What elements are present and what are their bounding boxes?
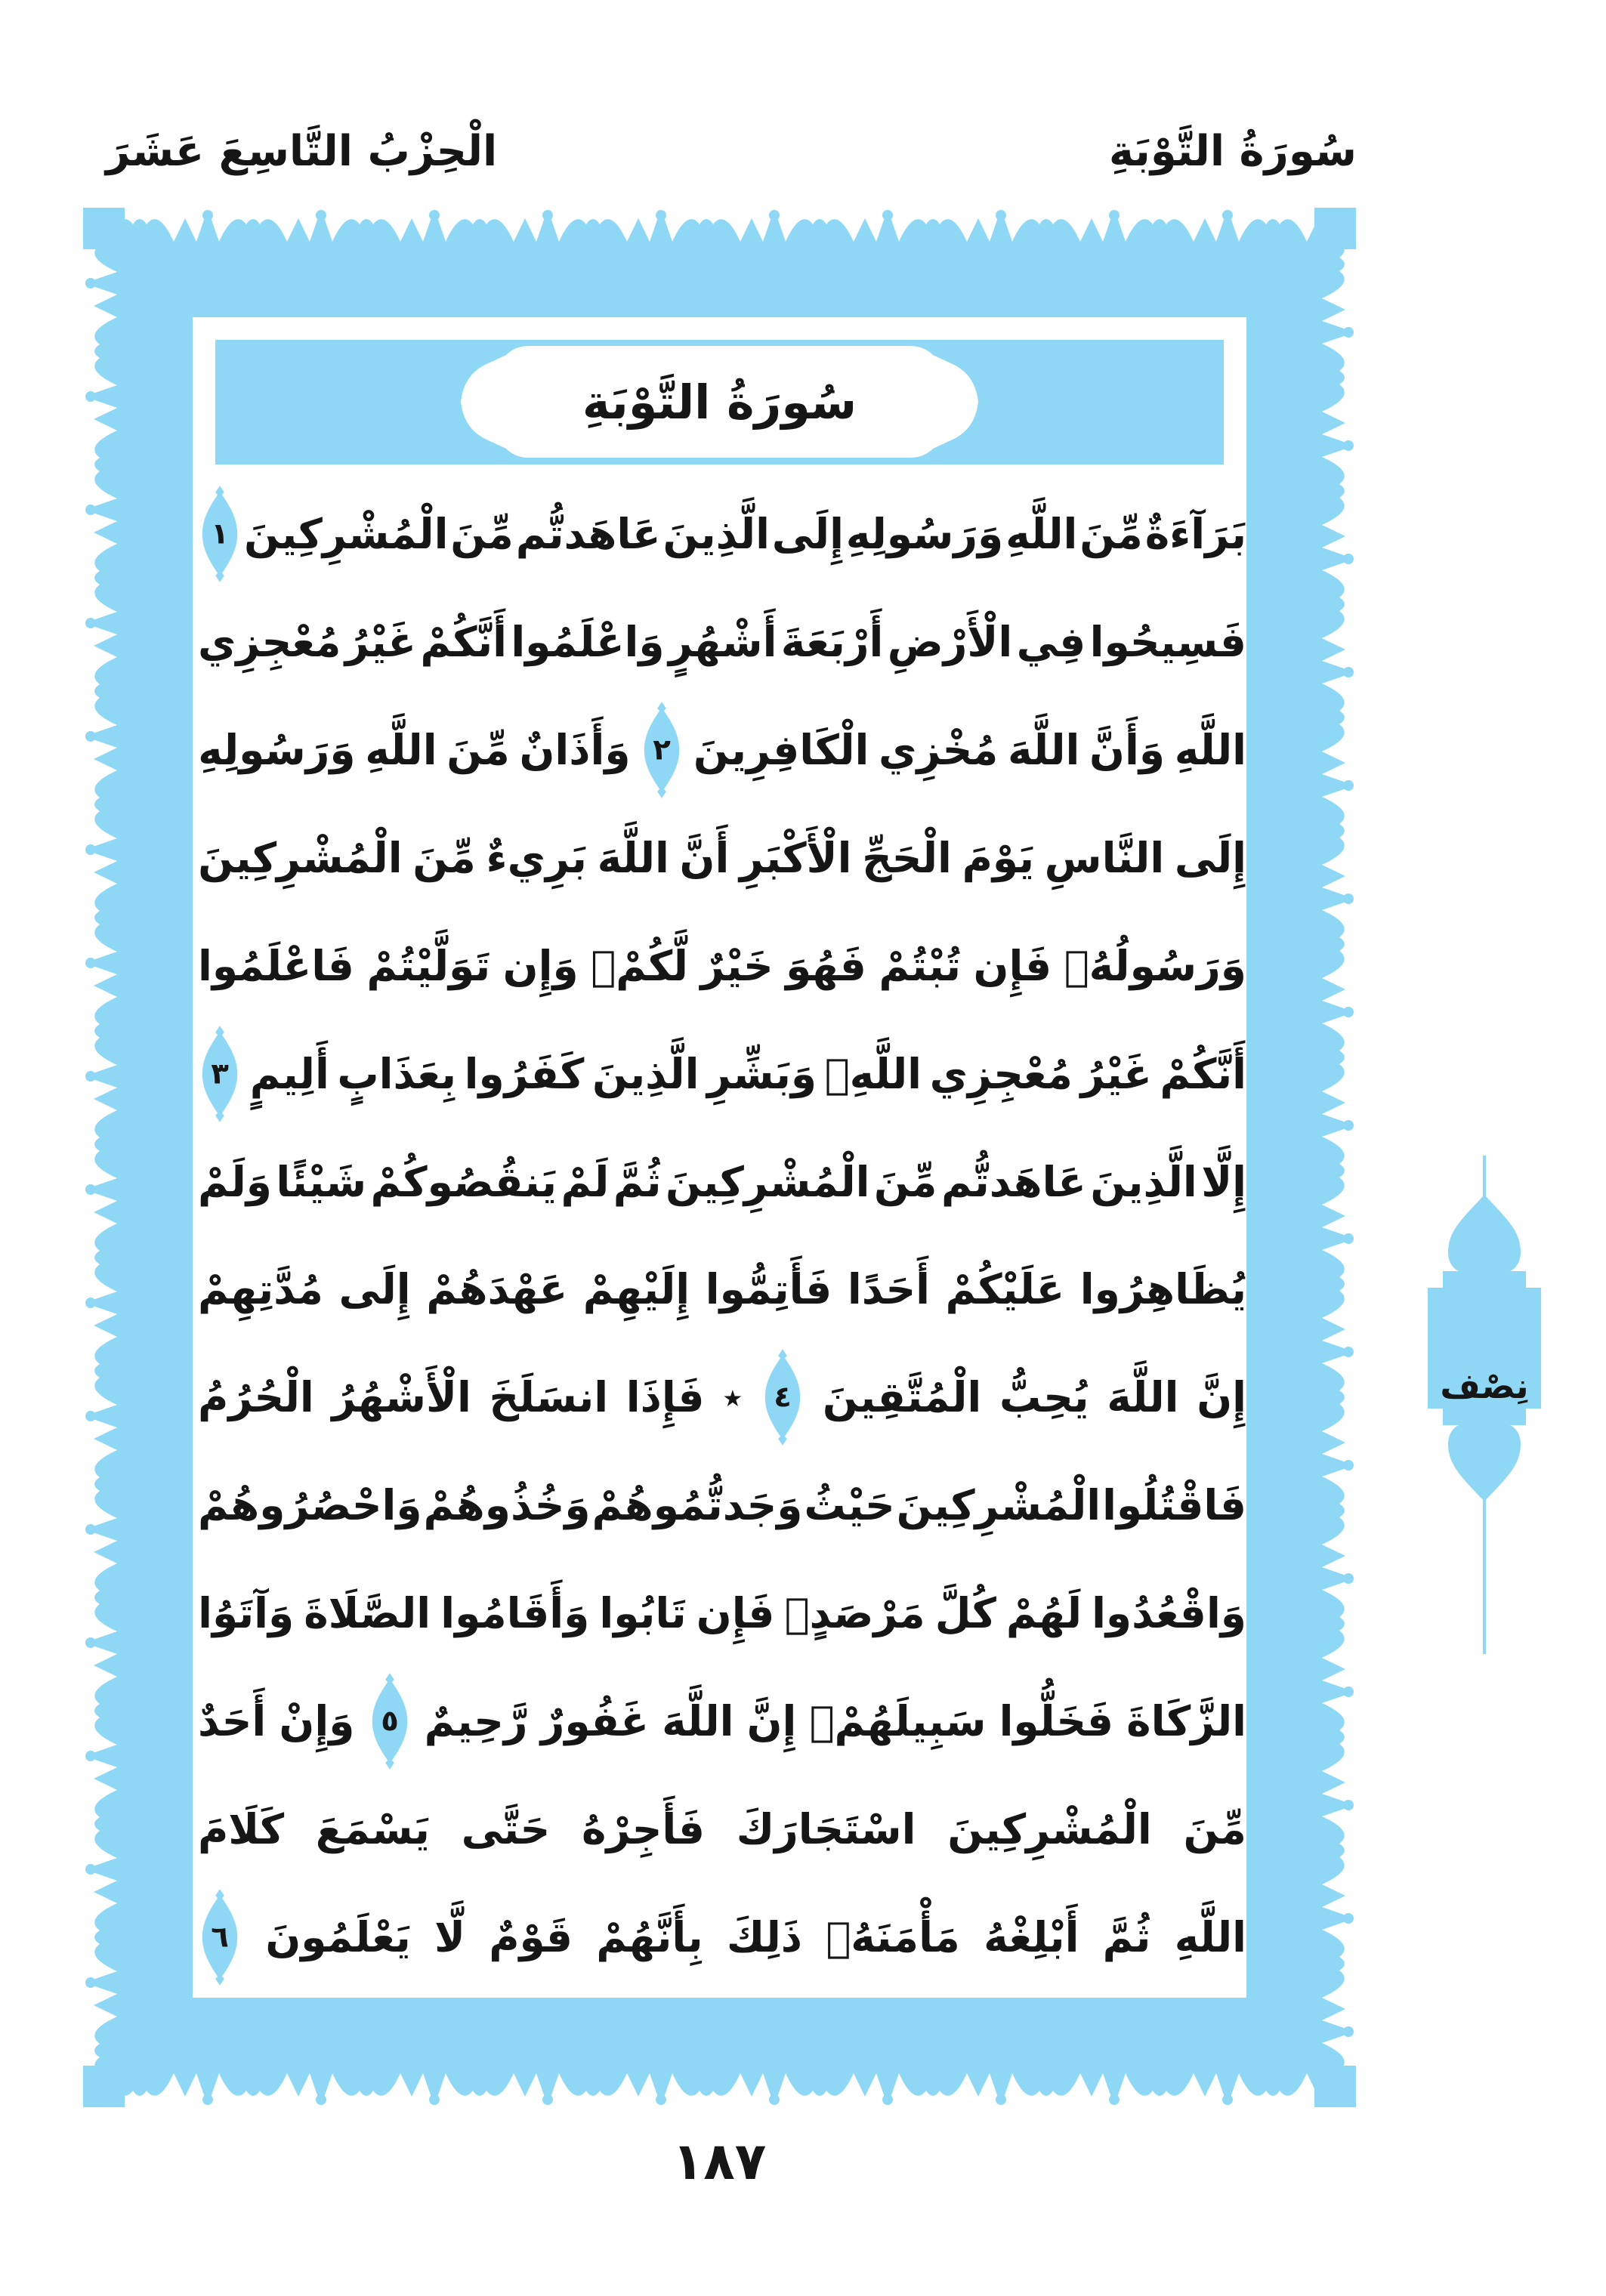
quran-word: يَوْمَ (962, 834, 1035, 882)
quran-word: إِلَيْهِمْ (582, 1265, 690, 1314)
quran-word: لَّكُمْۖ (591, 941, 688, 990)
quran-word: حَيْثُ (804, 1481, 895, 1530)
svg-text:٢: ٢ (653, 733, 671, 767)
quran-line (198, 1775, 1246, 1883)
quran-word: الْحَجِّ (862, 834, 952, 882)
quran-word: مِّنَ (450, 510, 514, 559)
quran-word: خَيْرٌ (700, 941, 774, 990)
surah-header-label: سُورَةُ التَّوْبَةِ (1108, 126, 1357, 176)
quran-word: وَلَمْ (198, 1157, 272, 1206)
quran-word: اللَّهَ (1008, 726, 1080, 775)
quran-word: وَأَنَّ (1089, 726, 1166, 775)
quran-word: وَإِن (502, 941, 579, 990)
quran-word: الَّذِينَ (1090, 1157, 1197, 1206)
quran-word: فَإِن (973, 941, 1052, 990)
quran-word: اللَّهِ (1005, 510, 1078, 559)
svg-text:١: ١ (211, 517, 229, 551)
quran-line (198, 1667, 1246, 1775)
quran-word: اسْتَجَارَكَ (736, 1804, 916, 1853)
svg-text:٣: ٣ (211, 1057, 229, 1091)
quran-word: اللَّهِۗ (824, 1049, 922, 1098)
quran-word: الْمُشْرِكِينَ (947, 1804, 1152, 1853)
verse-end-marker (368, 1673, 412, 1770)
quran-word: فَإِذَا (625, 1373, 705, 1422)
quran-line (198, 1020, 1246, 1128)
quran-word: وَاحْصُرُوهُمْ (198, 1481, 422, 1530)
quran-word: وَرَسُولُهُۚ (1064, 941, 1246, 990)
quran-word: وَآتَوُا (198, 1589, 295, 1638)
verse-end-marker (198, 486, 242, 582)
verse-end-marker (640, 702, 684, 798)
quran-word: اللَّهَ (1107, 1373, 1179, 1422)
quran-word: ثُمَّ (1102, 1912, 1151, 1961)
quran-word: غَيْرُ (344, 618, 416, 667)
quran-word: وَأَقَامُوا (440, 1589, 590, 1638)
quran-word: بَرِيءٌ (486, 834, 587, 882)
quran-word: يَنقُصُوكُمْ (370, 1157, 557, 1206)
quran-word: فَإِن (696, 1589, 775, 1638)
quran-word: النَّاسِ (1044, 834, 1165, 882)
page-number: ١٨٧ (672, 2131, 767, 2192)
quran-line (198, 480, 1246, 588)
quran-word: الْمُشْرِكِينَ (665, 1157, 870, 1206)
verse-end-marker (761, 1349, 805, 1446)
quran-word: اللَّهِ (365, 726, 437, 775)
quran-word: اللَّهِ (1174, 1912, 1246, 1961)
quran-word: تَابُوا (599, 1589, 687, 1638)
quran-word: وَإِنْ (279, 1696, 355, 1745)
quran-word: عَاهَدتُّم (940, 1157, 1086, 1206)
quran-word: كَفَرُوا (464, 1049, 585, 1098)
quran-word: حَتَّى (461, 1804, 551, 1853)
quran-word: سَبِيلَهُمْۚ (809, 1696, 987, 1745)
surah-title: سُورَةُ التَّوْبَةِ (582, 374, 857, 430)
quran-word: وَاقْعُدُوا (1092, 1589, 1246, 1638)
quran-word: غَيْرُ (1080, 1049, 1152, 1098)
quran-word: الَّذِينَ (592, 1049, 700, 1098)
quran-line (198, 1344, 1246, 1452)
quran-word: مِّنَ (446, 726, 510, 775)
quran-word: مُخْزِي (879, 726, 999, 775)
quran-word: فِي (1016, 618, 1086, 667)
quran-word: فَسِيحُوا (1089, 618, 1246, 667)
svg-text:٥: ٥ (380, 1704, 399, 1739)
quran-word: مُعْجِزِي (198, 618, 341, 667)
quran-word: الصَّلَاةَ (304, 1589, 431, 1638)
quran-word: مِّنَ (1183, 1804, 1246, 1853)
quran-word: غَفُورٌ (540, 1696, 650, 1745)
quran-word: مَرْصَدٍۚ (784, 1589, 925, 1638)
quran-word: أَحَدًا (847, 1265, 930, 1314)
quran-word: لَمْ (561, 1157, 610, 1206)
svg-text:٤: ٤ (774, 1380, 792, 1415)
quran-word: عَلَيْكُمْ (945, 1265, 1065, 1314)
quran-word: الْمُشْرِكِينَ (896, 1481, 1101, 1530)
quran-word: كَلَامَ (198, 1804, 285, 1853)
surah-title-cartouche (461, 346, 978, 458)
quran-word: إِلَى (1174, 834, 1246, 882)
quran-word: الْحُرُمُ (198, 1373, 314, 1422)
quran-word: رَّحِيمٌ (424, 1696, 528, 1745)
quran-word: إِلَى (338, 1265, 411, 1314)
quran-word: الَّذِينَ (662, 510, 770, 559)
quran-lines (198, 480, 1246, 1991)
quran-word: تُبْتُمْ (879, 941, 962, 990)
quran-word: لَهُمْ (1005, 1589, 1082, 1638)
quran-word: فَهُوَ (786, 941, 866, 990)
quran-word: انسَلَخَ (489, 1373, 609, 1422)
quran-word: بِأَنَّهُمْ (596, 1912, 703, 1961)
quran-line (198, 804, 1246, 912)
quran-word: مِّنَ (412, 834, 476, 882)
quran-word: يَسْمَعَ (315, 1804, 430, 1853)
quran-word: أَرْبَعَةَ (780, 618, 884, 667)
quran-line (198, 588, 1246, 696)
rub-el-hizb-star-icon: ٭ (722, 1375, 743, 1420)
quran-word: إِلَّا (1201, 1157, 1246, 1206)
quran-line (198, 912, 1246, 1020)
quran-line (198, 1128, 1246, 1236)
quran-word: وَجَدتُّمُوهُمْ (591, 1481, 803, 1530)
quran-word: لَّا (434, 1912, 465, 1961)
quran-word: مُدَّتِهِمْ (198, 1265, 323, 1314)
quran-word: قَوْمٌ (489, 1912, 573, 1961)
quran-line (198, 1560, 1246, 1668)
quran-line (198, 1452, 1246, 1560)
nisf-hizb-ornament (1420, 1156, 1549, 1654)
quran-word: كُلَّ (934, 1589, 996, 1638)
quran-word: فَأَجِرْهُ (582, 1804, 706, 1853)
quran-word: تَوَلَّيْتُمْ (366, 941, 491, 990)
verse-end-marker (198, 1026, 242, 1122)
quran-word: الْكَافِرِينَ (693, 726, 869, 775)
quran-word: بَرَآءَةٌ (1144, 510, 1246, 559)
quran-word: الزَّكَاةَ (1126, 1696, 1246, 1745)
quran-word: وَاعْلَمُوا (511, 618, 665, 667)
nisf-label: نِصْف (1440, 1366, 1529, 1406)
quran-word: الْأَرْضِ (887, 618, 1013, 667)
quran-word: إِلَى (771, 510, 844, 559)
quran-word: وَخُذُوهُمْ (423, 1481, 591, 1530)
quran-word: وَبَشِّرِ (707, 1049, 817, 1098)
quran-word: مَأْمَنَهُۚ (826, 1912, 960, 1961)
quran-word: فَأَتِمُّوا (705, 1265, 832, 1314)
quran-word: اللَّهَ (662, 1696, 734, 1745)
quran-word: أَلِيمٍ (249, 1049, 329, 1098)
quran-word: فَاقْتُلُوا (1102, 1481, 1246, 1530)
svg-text:٦: ٦ (211, 1920, 229, 1955)
quran-word: أَنَّكُمْ (420, 618, 507, 667)
quran-word: إِنَّ (746, 1696, 797, 1745)
quran-word: أَحَدٌ (198, 1696, 267, 1745)
quran-word: اللَّهِ (1174, 726, 1246, 775)
verse-end-marker (198, 1889, 242, 1986)
quran-word: الْمُشْرِكِينَ (198, 834, 403, 882)
quran-word: شَيْئًا (276, 1157, 367, 1206)
quran-word: الْمُتَّقِينَ (822, 1373, 982, 1422)
quran-word: يُحِبُّ (999, 1373, 1089, 1422)
quran-word: بِعَذَابٍ (337, 1049, 456, 1098)
hizb-header-label: الْحِزْبُ التَّاسِعَ عَشَرَ (106, 126, 498, 176)
quran-word: الْأَشْهُرُ (332, 1373, 471, 1422)
quran-word: مُعْجِزِي (929, 1049, 1073, 1098)
quran-word: عَهْدَهُمْ (426, 1265, 568, 1314)
quran-word: اللَّهَ (597, 834, 669, 882)
quran-word: وَرَسُولِهِ (198, 726, 356, 775)
quran-line (198, 696, 1246, 804)
quran-word: أَنَّ (679, 834, 730, 882)
quran-word: مِّنَ (873, 1157, 937, 1206)
quran-word: يَعْلَمُونَ (265, 1912, 411, 1961)
quran-word: إِنَّ (1197, 1373, 1246, 1422)
quran-word: يُظَاهِرُوا (1079, 1265, 1246, 1314)
quran-line (198, 1883, 1246, 1991)
quran-word: ثُمَّ (613, 1157, 662, 1206)
quran-word: الْمُشْرِكِينَ (243, 510, 449, 559)
quran-word: مِّنَ (1079, 510, 1143, 559)
surah-header-band (215, 340, 1224, 464)
quran-word: فَخَلُّوا (999, 1696, 1114, 1745)
quran-word: ذَلِكَ (726, 1912, 803, 1961)
quran-word: فَاعْلَمُوا (198, 941, 354, 990)
quran-word: أَشْهُرٍ (668, 618, 777, 667)
quran-word: وَرَسُولِهِ (845, 510, 1004, 559)
quran-line (198, 1236, 1246, 1344)
quran-word: عَاهَدتُّم (515, 510, 661, 559)
quran-word: وَأَذَانٌ (519, 726, 631, 775)
quran-word: أَنَّكُمْ (1160, 1049, 1246, 1098)
quran-word: أَبْلِغْهُ (984, 1912, 1079, 1961)
quran-word: الْأَكْبَرِ (739, 834, 852, 882)
